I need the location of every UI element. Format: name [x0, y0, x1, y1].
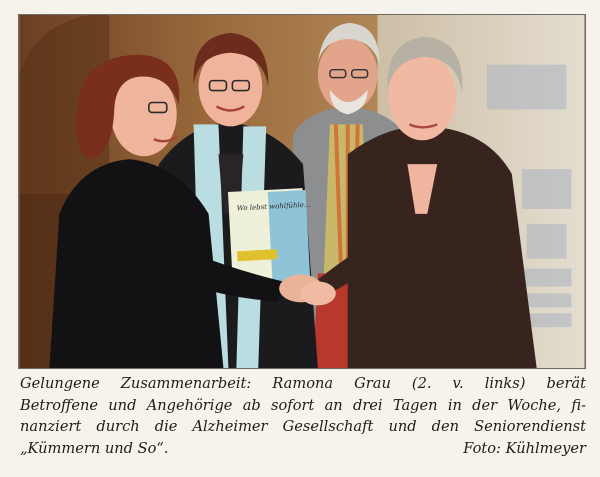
photo-caption — [20, 373, 586, 459]
press-photo — [18, 14, 586, 369]
caption-line-2: Betroffene und Angehörige ab sofort an drei Tagen in der Woche, fi- — [20, 396, 586, 414]
photo-credit: Foto: Kühlmeyer — [463, 439, 586, 457]
book-title: Wo lebst wohlfühle... — [236, 200, 311, 213]
caption-quote: „Kümmern und So“. — [20, 439, 169, 457]
caption-line-3: nanziert durch die Alzheimer Gesellschaft und den Seniorendienst — [20, 418, 586, 435]
caption-line-1: Gelungene Zusammenarbeit: Ramona Grau (2. v. links) berät — [20, 375, 586, 392]
caption-line-4 — [20, 438, 586, 460]
photo-illustration — [19, 15, 585, 368]
